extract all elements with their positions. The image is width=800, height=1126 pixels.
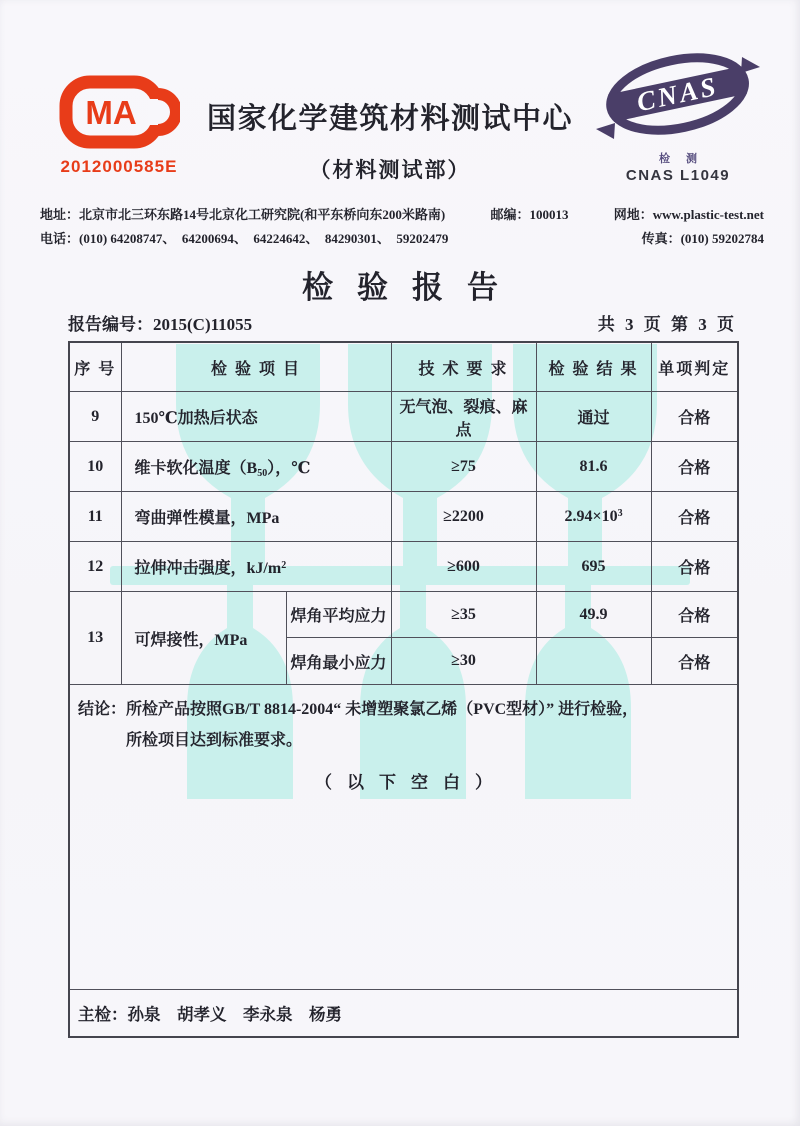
cnas-logo-block — [592, 52, 764, 184]
inspector-label: 主检： — [78, 1005, 128, 1024]
org-title-block — [188, 96, 592, 184]
cma-logo-block — [54, 74, 184, 177]
conclusion-cell — [69, 685, 738, 990]
conclusion-row — [69, 685, 738, 990]
row-result: 81.6 — [536, 442, 651, 492]
col-header-no: 序 号 — [69, 342, 121, 392]
address-text: 地址：北京市北三环东路14号北京化工研究院(和平东桥向东200米路南) — [40, 207, 446, 222]
report-title-row — [0, 262, 800, 307]
inspector-names: 孙泉 胡孝义 李永泉 杨勇 — [127, 1005, 342, 1024]
col-header-item: 检 验 项 目 — [121, 342, 391, 392]
test-results-table — [68, 341, 739, 1038]
row-verdict: 合格 — [651, 442, 738, 492]
row-item: 拉伸冲击强度，$kJ/m^2$ — [121, 542, 391, 592]
row-requirement: ≥600 — [391, 542, 536, 592]
row-requirement: ≥75 — [391, 442, 536, 492]
cnas-code: CNAS L1049 — [625, 167, 731, 184]
table-row — [69, 542, 738, 592]
report-number: 报告编号：2015(C)11055 — [68, 315, 253, 334]
row-no: 10 — [69, 442, 121, 492]
results-table-wrap — [68, 341, 739, 1038]
row-result: 通过 — [536, 392, 651, 442]
report-title: 检验报告 — [302, 270, 522, 305]
row-subitem: 焊角最小应力 — [286, 638, 391, 685]
row-requirement: 无气泡、裂痕、麻点 — [391, 392, 536, 442]
row-requirement: ≥35 — [391, 592, 536, 638]
inspector-row — [69, 990, 738, 1038]
cnas-logo-icon — [594, 52, 762, 144]
cnas-tag: 检测 — [659, 153, 713, 165]
row-no: 9 — [69, 392, 121, 442]
cma-cert-number: 2012000585E — [60, 157, 178, 176]
row-verdict: 合格 — [651, 542, 738, 592]
table-row — [69, 442, 738, 492]
org-title: 国家化学建筑材料测试中心 — [206, 103, 573, 135]
website-text: 网地：www.plastic-test.net — [613, 207, 764, 222]
row-requirement: ≥30 — [391, 638, 536, 685]
row-item: 150℃加热后状态 — [121, 392, 391, 442]
row-item: 维卡软化温度$(B_{50})$，℃ — [121, 442, 391, 492]
row-verdict: 合格 — [651, 392, 738, 442]
col-header-result: 检 验 结 果 — [536, 342, 651, 392]
row-verdict: 合格 — [651, 592, 738, 638]
row-result: 695 — [536, 542, 651, 592]
row-item: 弯曲弹性模量，MPa — [121, 492, 391, 542]
contact-line-phone — [40, 228, 764, 247]
table-row — [69, 492, 738, 542]
table-header-row — [69, 342, 738, 392]
inspector-cell — [69, 990, 738, 1038]
row-verdict: 合格 — [651, 492, 738, 542]
org-subtitle: （材料测试部） — [309, 158, 471, 182]
blank-below-note: （以下空白） — [315, 773, 507, 793]
fax-text: 传真：(010) 59202784 — [641, 231, 764, 246]
row-result: 49.9 — [536, 592, 651, 638]
row-no: 12 — [69, 542, 121, 592]
col-header-verdict: 单项判定 — [651, 342, 738, 392]
col-header-requirement: 技 术 要 求 — [391, 342, 536, 392]
row-result — [536, 638, 651, 685]
row-subitem: 焊角平均应力 — [286, 592, 391, 638]
zip-text: 邮编：100013 — [490, 207, 569, 222]
row-requirement: ≥2200 — [391, 492, 536, 542]
row-no: 11 — [69, 492, 121, 542]
phone-text: 电话：(010) 64208747、 64200694、 64224642、 84290301、 59202479 — [40, 231, 449, 246]
table-row — [69, 592, 738, 638]
contact-line-address — [40, 204, 764, 223]
row-result: $2.94\times 10^3$ — [536, 492, 651, 542]
row-verdict: 合格 — [651, 638, 738, 685]
cma-letters: MA — [85, 94, 137, 131]
table-row — [69, 392, 738, 442]
conclusion-text: 结论：所检产品按照GB/T 8814-2004“ 未增塑聚氯乙烯（PVC型材）” 进行检验， 所检项目达到标准要求。 — [78, 701, 639, 750]
cma-logo-icon — [58, 74, 180, 150]
row-item: 可焊接性，MPa — [121, 592, 286, 685]
row-no: 13 — [69, 592, 121, 685]
page-info: 共 3 页 第 3 页 — [597, 315, 737, 334]
report-meta-row — [68, 310, 737, 335]
cnas-letters: CNAS — [634, 70, 722, 118]
